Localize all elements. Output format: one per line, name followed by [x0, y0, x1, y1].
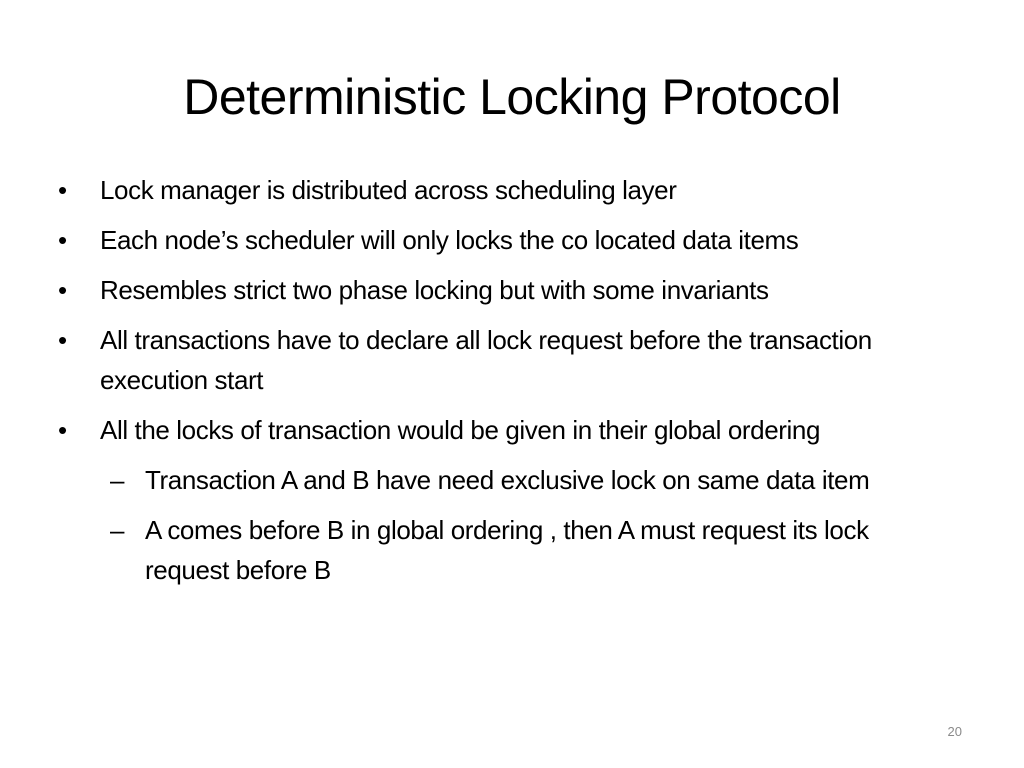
bullet-marker: •: [58, 325, 67, 355]
bullet-marker: •: [58, 175, 67, 205]
sub-bullet-marker: –: [110, 465, 125, 495]
sub-bullet-marker: –: [110, 515, 125, 545]
bullet-marker: •: [58, 415, 67, 445]
sub-bullet-text: A comes before B in global ordering , then A must request its lock request before B: [145, 515, 869, 585]
bullet-item: [58, 220, 958, 260]
bullet-text: Each node’s scheduler will only locks the co located data items: [100, 225, 799, 255]
bullet-text: All the locks of transaction would be given in their global ordering: [100, 415, 821, 445]
slide-number: 20: [947, 724, 962, 739]
sub-bullet-item: [58, 510, 958, 590]
bullet-marker: •: [58, 275, 67, 305]
bullet-text: Resembles strict two phase locking but with some invariants: [100, 275, 769, 305]
bullet-text: Lock manager is distributed across scheduling layer: [100, 175, 677, 205]
slide-title: Deterministic Locking Protocol: [183, 69, 841, 125]
sub-bullet-text: Transaction A and B have need exclusive lock on same data item: [145, 465, 870, 495]
sub-bullet-item: [58, 460, 958, 500]
bullet-item: [58, 170, 958, 210]
bullet-item: [58, 410, 958, 450]
bullet-item: [58, 320, 958, 400]
bullet-list: [58, 170, 958, 600]
bullet-item: [58, 270, 958, 310]
bullet-marker: •: [58, 225, 67, 255]
bullet-text: All transactions have to declare all lock request before the transaction execution start: [100, 325, 872, 395]
